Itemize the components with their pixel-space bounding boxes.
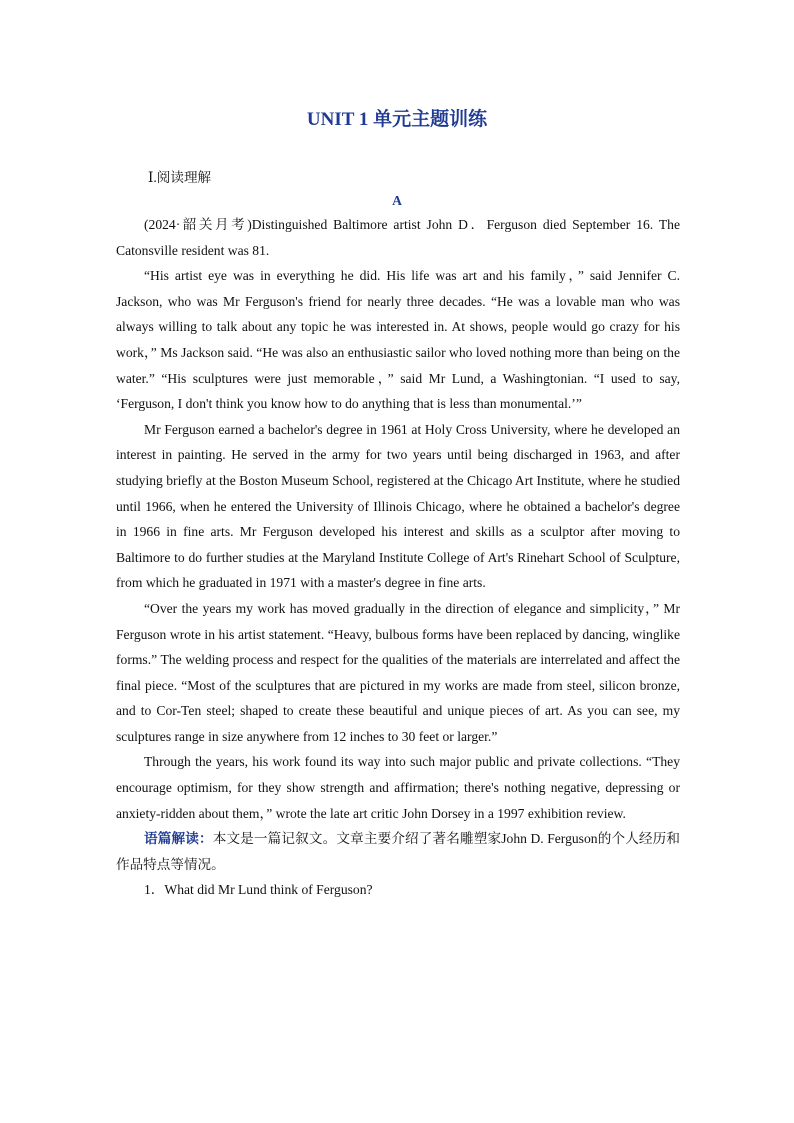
passage-paragraph-1: (2024·韶关月考)Distinguished Baltimore artist John D．Ferguson died September 16. The Catonsville resident was 81. [116,217,680,258]
passage-paragraph-5: Through the years, his work found its way into such major public and private collections. “They encourage optimism, for they show strength and affirmation; there's nothing negative, depressing or anxiety-ridden about them，” wrote the late art critic John Dorsey in a 1997 exhibition review. [116,754,680,821]
passage-paragraph-3: Mr Ferguson earned a bachelor's degree in 1961 at Holy Cross University, where he developed an interest in painting. He served in the army for two years until being discharged in 1963, and after studying briefly at the Boston Museum School, registered at the Chicago Art Institute, where he studied until 1966, when he entered the University of Illinois Chicago, where he obtained a bachelor's degree in 1966 in fine arts. Mr Ferguson developed his interest and skills as a sculptor after moving to Baltimore to do further studies at the Maryland Institute College of Art's Rinehart School of Sculpture, from which he graduated in 1971 with a master's degree in fine arts. [116,421,680,591]
question-1: 1．What did Mr Lund think of Ferguson? [144,882,373,898]
passage-part-label: A [392,193,402,208]
analysis-text: 本文是一篇记叙文。文章主要介绍了著名雕塑家John D. Ferguson的个人经历和作品特点等情况。 [116,831,681,872]
section-heading: Ⅰ.阅读理解 [148,170,212,185]
page-title: UNIT 1 单元主题训练 [306,109,488,130]
passage-paragraph-2: “His artist eye was in everything he did. His life was art and his family，” said Jennifer C. Jackson, who was Mr Ferguson's friend for nearly three decades. “He was a lovable man who was always willing to talk about any topic he was interested in. At shows, people would go crazy for his work，” Ms Jackson said. “He was also an enthusiastic sailor who loved nothing more than being on the water.” “His sculptures were just memorable，” said Mr Lund, a Washingtonian. “I used to say, ‘Ferguson, I don't think you know how to do anything that is less than monumental.’” [116,268,680,412]
passage-paragraph-4: “Over the years my work has moved gradually in the direction of elegance and simplicity，” Mr Ferguson wrote in his artist statement. “Heavy, bulbous forms have been replaced by dancing, winglike forms.” The welding process and respect for the qualities of the materials are interrelated and affect the final piece. “Most of the sculptures that are pictured in my works are made from steel, silicon bronze, and to Cor-Ten steel; shaped to create these beautiful and unique pieces of art. As you can see, my sculptures range in size anywhere from 12 inches to 30 feet or larger.” [116,600,680,744]
analysis-label: 语篇解读： [144,831,213,847]
passage-analysis [116,826,680,877]
passage-body [116,212,680,903]
